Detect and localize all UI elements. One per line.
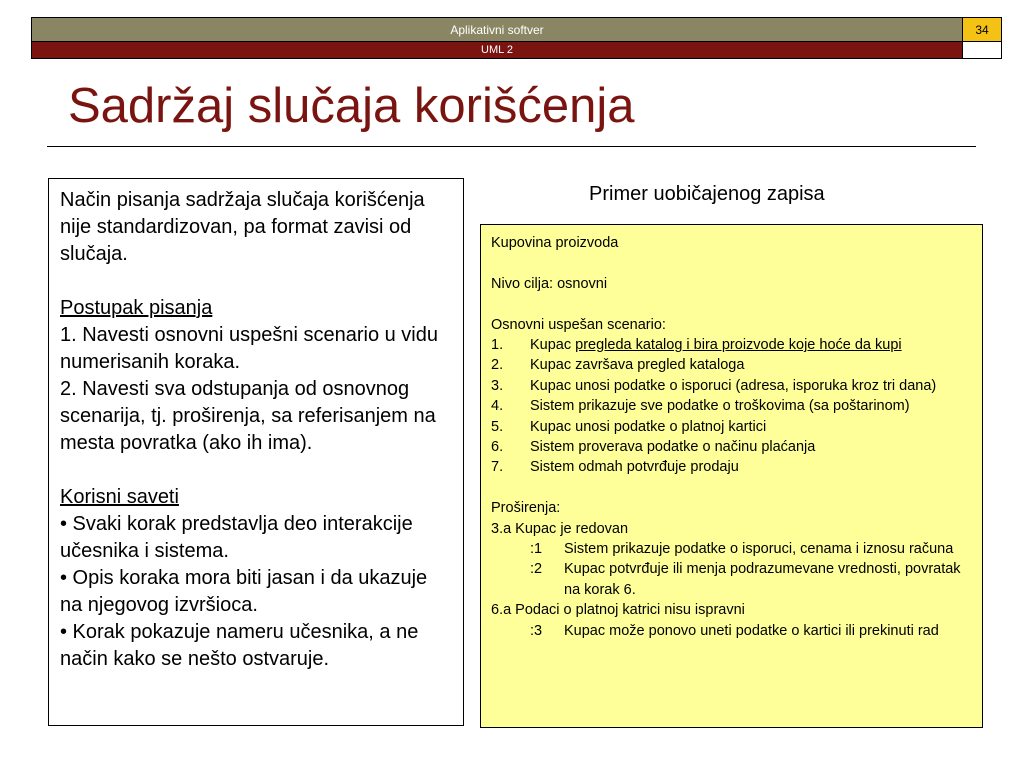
ext-step-number: :2 bbox=[530, 561, 543, 578]
step-text: Kupac unosi podatke o platnoj kartici bbox=[530, 418, 767, 435]
scenario-step bbox=[491, 376, 974, 396]
scenario-step bbox=[491, 335, 974, 355]
header-subtitle: UML 2 bbox=[32, 42, 963, 58]
section2-item: • Opis koraka mora biti jasan i da ukazuje na njegovog izvršioca. bbox=[60, 567, 428, 616]
scenario-step bbox=[491, 457, 974, 477]
ext-step-number: :1 bbox=[530, 541, 543, 558]
scenario-heading: Osnovni uspešan scenario: bbox=[491, 316, 666, 333]
step-text: Kupac završava pregled kataloga bbox=[530, 357, 745, 374]
step-number: 5. bbox=[491, 418, 504, 435]
section1-item: 2. Navesti sva odstupanja od osnovnog scenarija, tj. proširenja, sa referisanjem na mesta povratka (ako ih ima). bbox=[60, 378, 436, 454]
extension-step bbox=[491, 539, 974, 559]
left-text-box bbox=[48, 178, 464, 726]
ext-step-number: :3 bbox=[530, 622, 543, 639]
section2-item: • Svaki korak predstavlja deo interakcije učesnika i sistema. bbox=[60, 513, 413, 562]
scenario-step bbox=[491, 417, 974, 437]
header-bottom-bar bbox=[31, 42, 1002, 59]
step-text: Kupac unosi podatke o isporuci (adresa, isporuka kroz tri dana) bbox=[530, 377, 937, 394]
goal-level: Nivo cilja: osnovni bbox=[491, 275, 608, 292]
slide-title: Sadržaj slučaja korišćenja bbox=[68, 79, 635, 133]
step-link[interactable]: pregleda katalog i bira proizvode koje hoće da kupi bbox=[575, 337, 902, 353]
step-number: 4. bbox=[491, 398, 504, 415]
header-blank-cell bbox=[963, 42, 1001, 58]
step-number: 7. bbox=[491, 459, 504, 476]
extension-6a: 6.a Podaci o platnoj katrici nisu ispravni bbox=[491, 602, 745, 619]
section1-heading: Postupak pisanja bbox=[60, 297, 213, 319]
extension-step bbox=[491, 559, 974, 600]
example-caption: Primer uobičajenog zapisa bbox=[589, 183, 825, 205]
section2-item: • Korak pokazuje nameru učesnika, a ne način kako se nešto ostvaruje. bbox=[60, 621, 419, 670]
extension-3a: 3.a Kupac je redovan bbox=[491, 520, 629, 537]
scenario-step bbox=[491, 437, 974, 457]
section1-item: 1. Navesti osnovni uspešni scenario u vidu numerisanih koraka. bbox=[60, 324, 438, 373]
intro-text: Način pisanja sadržaja slučaja korišćenja nije standardizovan, pa format zavisi od slučaja. bbox=[60, 189, 425, 265]
header-top-bar bbox=[31, 17, 1002, 42]
example-title: Kupovina proizvoda bbox=[491, 235, 619, 251]
scenario-step bbox=[491, 355, 974, 375]
scenario-step bbox=[491, 396, 974, 416]
header-title: Aplikativni softver bbox=[32, 18, 963, 41]
step-number: 3. bbox=[491, 377, 504, 394]
step-number: 2. bbox=[491, 357, 504, 374]
extensions-heading: Proširenja: bbox=[491, 500, 561, 517]
step-number: 1. bbox=[491, 337, 504, 353]
extension-step bbox=[491, 621, 974, 641]
step-number: 6. bbox=[491, 439, 504, 456]
step-prefix: Kupac bbox=[530, 337, 576, 353]
step-text: Sistem prikazuje sve podatke o troškovima (sa poštarinom) bbox=[530, 398, 910, 415]
step-text: Sistem odmah potvrđuje prodaju bbox=[530, 459, 739, 476]
section2-heading: Korisni saveti bbox=[60, 486, 179, 508]
ext-step-text: Kupac potvrđuje ili menja podrazumevane vrednosti, povratak na korak 6. bbox=[564, 561, 961, 598]
ext-step-text: Sistem prikazuje podatke o isporuci, cenama i iznosu računa bbox=[564, 541, 954, 558]
page-number: 34 bbox=[963, 18, 1001, 41]
title-divider bbox=[47, 146, 976, 147]
example-box bbox=[480, 224, 983, 728]
step-text: Sistem proverava podatke o načinu plaćanja bbox=[530, 439, 816, 456]
ext-step-text: Kupac može ponovo uneti podatke o kartici ili prekinuti rad bbox=[564, 622, 939, 639]
